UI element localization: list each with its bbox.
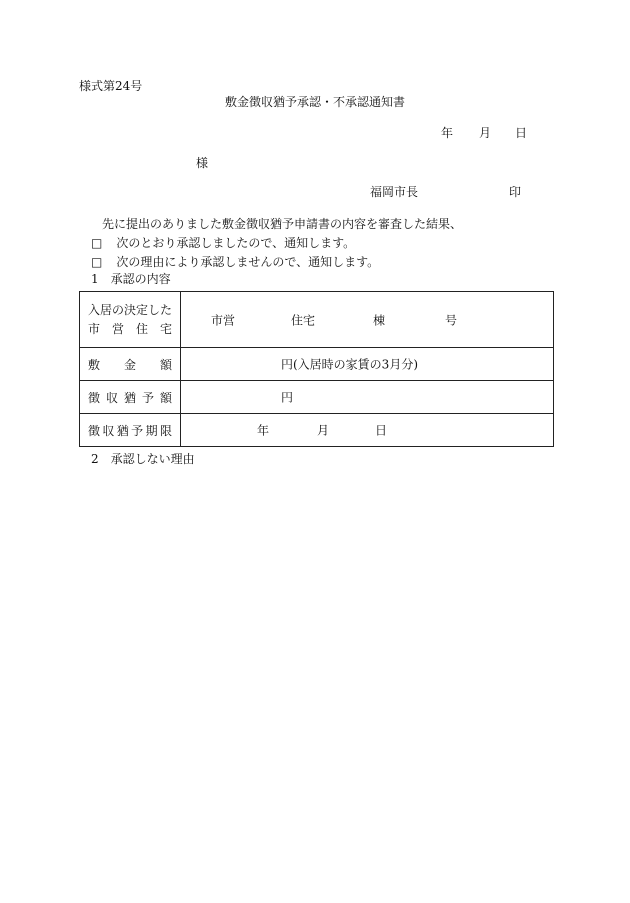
form-number: 様式第24号 <box>79 79 143 93</box>
label-housing-line2: 市 営 住 宅 <box>88 321 172 336</box>
label-deposit: 敷 金 額 <box>80 348 181 381</box>
value-deferral-amount[interactable] <box>181 381 554 414</box>
addressee-suffix: 様 <box>196 156 209 170</box>
option-approved[interactable] <box>91 236 355 250</box>
date-line <box>441 126 527 140</box>
deadline-day: 日 <box>375 423 388 438</box>
section1-number: 1 <box>91 272 99 286</box>
date-day: 日 <box>515 126 528 140</box>
issuer-name: 福岡市長 <box>370 185 419 199</box>
table-row-deferral-deadline <box>80 414 554 447</box>
date-year: 年 <box>441 126 454 140</box>
section2-heading <box>91 452 195 466</box>
section2-number: 2 <box>91 452 99 466</box>
deadline-year: 年 <box>257 423 270 438</box>
label-deferral-deadline: 徴 収 猶 予 期 限 <box>80 414 181 447</box>
date-month: 月 <box>479 126 492 140</box>
section1-title: 承認の内容 <box>110 272 171 286</box>
seal-mark: 印 <box>509 185 522 199</box>
section2-title: 承認しない理由 <box>110 452 195 466</box>
value-deferral-deadline[interactable] <box>181 414 554 447</box>
approval-content-table <box>79 291 554 447</box>
deposit-amount-text: 円(入居時の家賃の3月分) <box>281 357 418 372</box>
checkbox-rejected[interactable]: □ <box>91 255 103 269</box>
table-row-deferral-amount <box>80 381 554 414</box>
option-rejected-text: 次の理由により承認しませんので、通知します。 <box>116 255 380 269</box>
section1-heading <box>91 272 171 286</box>
option-rejected[interactable] <box>91 255 379 269</box>
intro-text: 先に提出のありました敷金徴収猶予申請書の内容を審査した結果、 <box>102 217 463 231</box>
document-title: 敷金徴収猶予承認・不承認通知書 <box>225 95 406 109</box>
label-housing <box>80 292 181 348</box>
housing-jutaku: 住宅 <box>291 313 316 327</box>
label-deferral-amount: 徴 収 猶 予 額 <box>80 381 181 414</box>
value-housing[interactable] <box>181 292 554 348</box>
value-deposit[interactable] <box>181 348 554 381</box>
table-row-housing <box>80 292 554 348</box>
deadline-month: 月 <box>317 423 330 438</box>
checkbox-approved[interactable]: □ <box>91 236 103 250</box>
table-row-deposit <box>80 348 554 381</box>
label-housing-line1: 入居の決定した <box>88 302 173 317</box>
housing-shiei: 市営 <box>211 313 236 327</box>
deferral-amount-unit: 円 <box>281 390 294 405</box>
housing-number: 号 <box>445 313 458 327</box>
housing-building: 棟 <box>373 313 386 327</box>
option-approved-text: 次のとおり承認しましたので、通知します。 <box>116 236 356 250</box>
